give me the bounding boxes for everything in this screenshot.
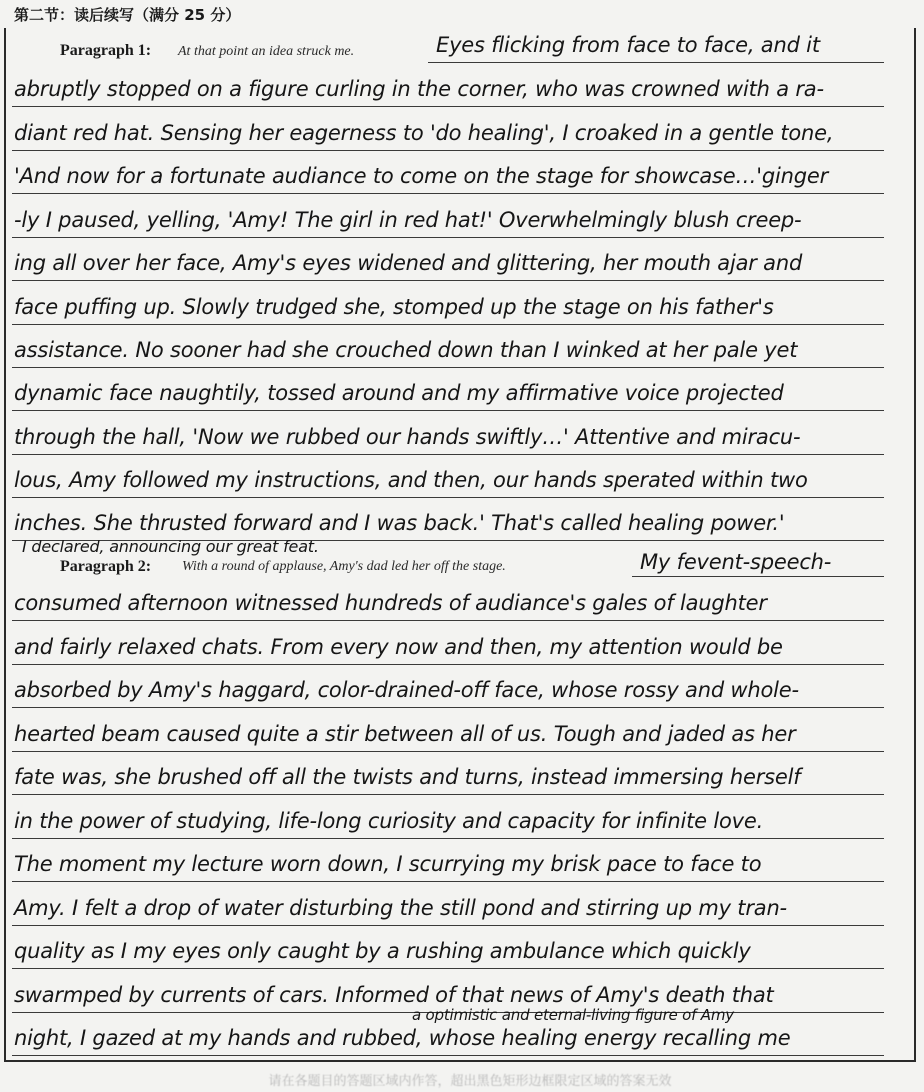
handwritten-line: in the power of studying, life-long curiosity and capacity for infinite love. — [14, 809, 764, 833]
writing-line — [12, 925, 884, 926]
writing-line — [12, 454, 884, 455]
handwritten-line: abruptly stopped on a figure curling in the corner, who was crowned with a ra- — [14, 77, 824, 101]
handwritten-line: through the hall, 'Now we rubbed our hands swiftly…' Attentive and miracu- — [14, 425, 801, 449]
handwritten-line: -ly I paused, yelling, 'Amy! The girl in red hat!' Overwhelmingly blush creep- — [14, 208, 802, 232]
section-title: 第二节：读后续写（满分 25 分） — [14, 6, 241, 24]
writing-line — [12, 838, 884, 839]
handwritten-line: consumed afternoon witnessed hundreds of audiance's gales of laughter — [14, 591, 767, 615]
writing-line — [12, 881, 884, 882]
handwritten-line: swarmped by currents of cars. Informed of that news of Amy's death that — [14, 983, 774, 1007]
writing-line — [12, 794, 884, 795]
writing-line — [12, 324, 884, 325]
writing-line — [12, 106, 884, 107]
handwritten-line: I declared, announcing our great feat. — [22, 537, 319, 556]
handwritten-line: 'And now for a fortunate audiance to come on the stage for showcase…'ginger — [14, 164, 829, 188]
writing-line — [12, 968, 884, 969]
handwritten-line: night, I gazed at my hands and rubbed, whose healing energy recalling me — [14, 1026, 791, 1050]
handwritten-line: assistance. No sooner had she crouched down than I winked at her pale yet — [14, 338, 798, 362]
handwritten-line: dynamic face naughtily, tossed around and my affirmative voice projected — [14, 381, 784, 405]
footer-note: 请在各题目的答题区域内作答，超出黑色矩形边框限定区域的答案无效 — [268, 1074, 672, 1089]
writing-line — [12, 193, 884, 194]
handwritten-line: Amy. I felt a drop of water disturbing the still pond and stirring up my tran- — [14, 896, 787, 920]
paragraph-2-label: Paragraph 2: — [60, 558, 152, 575]
handwritten-line: lous, Amy followed my instructions, and then, our hands sperated within two — [14, 468, 808, 492]
handwritten-line: and fairly relaxed chats. From every now and then, my attention would be — [14, 635, 783, 659]
handwritten-line: Eyes flicking from face to face, and it — [436, 33, 820, 57]
handwritten-line: inches. She thrusted forward and I was back.' That's called healing power.' — [14, 511, 785, 535]
writing-line — [12, 707, 884, 708]
writing-line — [12, 497, 884, 498]
handwritten-line: diant red hat. Sensing her eagerness to 'do healing', I croaked in a gentle tone, — [14, 121, 834, 145]
handwritten-line: absorbed by Amy's haggard, color-drained-off face, whose rossy and whole- — [14, 678, 799, 702]
paragraph-1-label: Paragraph 1: — [60, 42, 152, 59]
handwritten-insertion: a optimistic and eternal-living figure of Amy — [412, 1006, 734, 1024]
writing-line — [12, 664, 884, 665]
writing-line — [632, 576, 884, 577]
paragraph-2-prompt: With a round of applause, Amy's dad led her off the stage. — [182, 559, 506, 574]
writing-line — [12, 1055, 884, 1056]
handwritten-line: My fevent-speech- — [640, 550, 832, 574]
handwritten-line: face puffing up. Slowly trudged she, stomped up the stage on his father's — [14, 295, 774, 319]
writing-line — [428, 62, 884, 63]
writing-line — [12, 237, 884, 238]
writing-line — [12, 150, 884, 151]
handwritten-line: fate was, she brushed off all the twists and turns, instead immersing herself — [14, 765, 801, 789]
handwritten-line: hearted beam caused quite a stir between all of us. Tough and jaded as her — [14, 722, 796, 746]
writing-line — [12, 280, 884, 281]
paragraph-1-prompt: At that point an idea struck me. — [178, 44, 355, 59]
handwritten-line: ing all over her face, Amy's eyes widened and glittering, her mouth ajar and — [14, 251, 803, 275]
writing-line — [12, 751, 884, 752]
handwritten-line: The moment my lecture worn down, I scurrying my brisk pace to face to — [14, 852, 762, 876]
writing-line — [12, 620, 884, 621]
writing-line — [12, 367, 884, 368]
handwritten-line: quality as I my eyes only caught by a rushing ambulance which quickly — [14, 939, 751, 963]
writing-line — [12, 410, 884, 411]
